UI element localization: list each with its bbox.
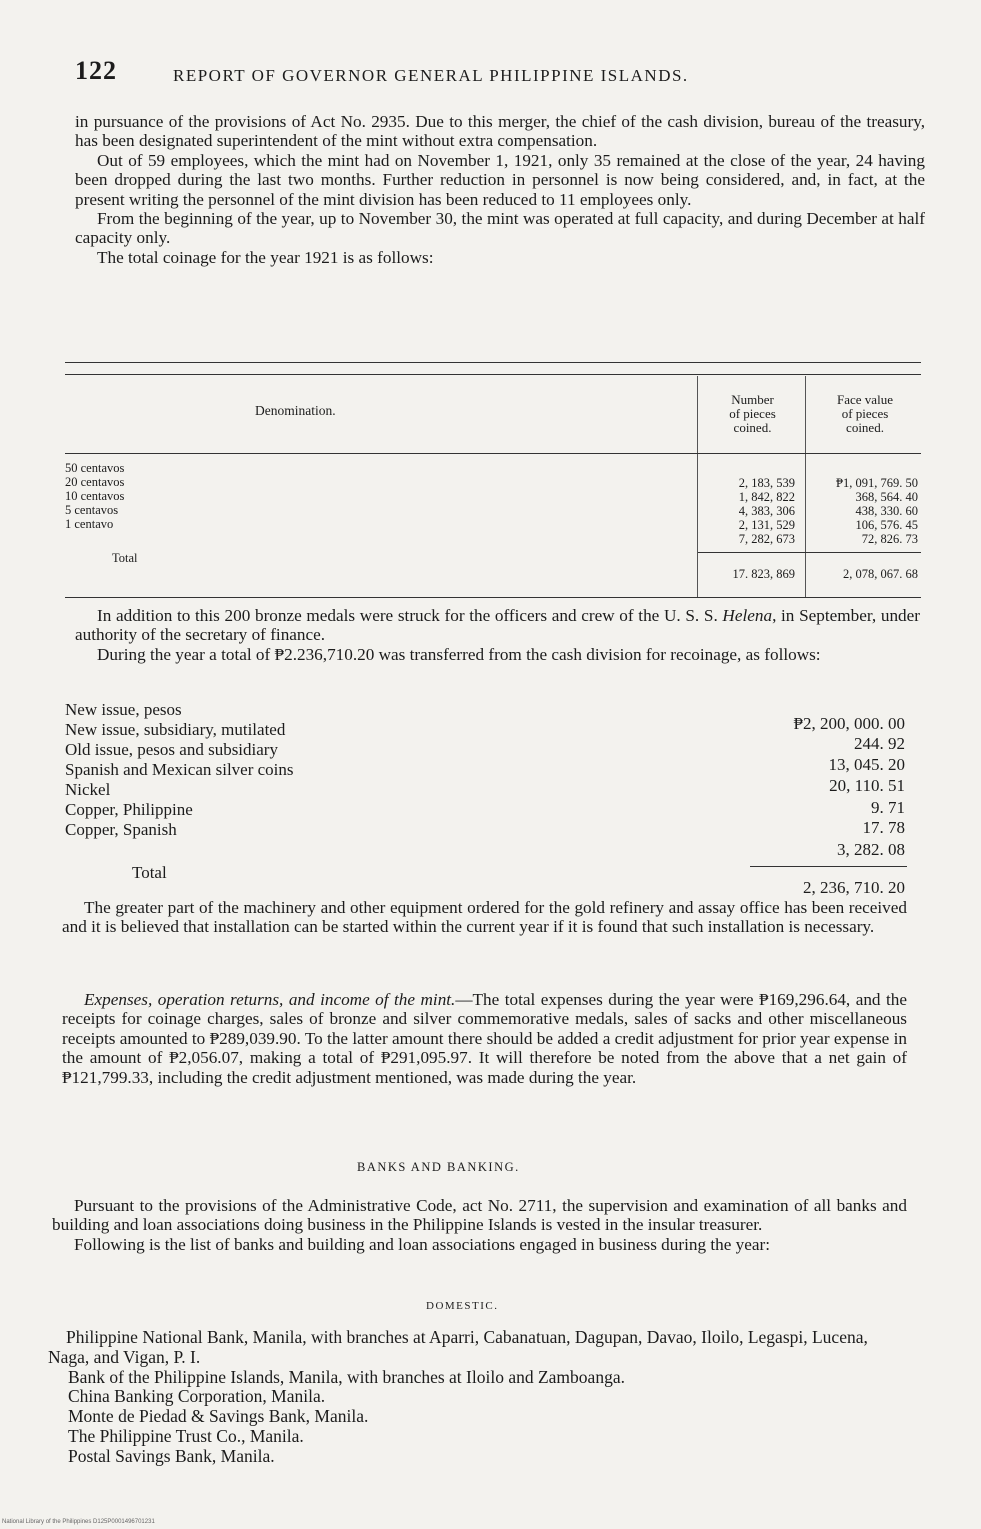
recoinage-amount: 3, 282. 08 (837, 840, 905, 859)
banks-heading: BANKS AND BANKING. (357, 1160, 520, 1174)
recoinage-label: Copper, Philippine (65, 800, 193, 819)
table-total-label: Total (112, 551, 138, 565)
expenses-heading: Expenses, operation returns, and income of the mint. (84, 990, 456, 1009)
machinery-text (62, 898, 907, 937)
recoinage-amount: 20, 110. 51 (829, 776, 905, 795)
medals-text-after: , in September, under authority of the secretary of finance. (75, 606, 920, 645)
list-item: The Philippine Trust Co., Manila. (68, 1425, 304, 1446)
recoinage-amount: 13, 045. 20 (828, 755, 905, 774)
table-top-rule (65, 362, 921, 363)
table-cell-face: ₱1, 091, 769. 50 (836, 476, 918, 490)
recoinage-label: Copper, Spanish (65, 820, 177, 839)
expenses-paragraph (62, 990, 907, 1087)
recoinage-amount: 17. 78 (862, 818, 905, 837)
domestic-heading: DOMESTIC. (426, 1300, 499, 1312)
recoinage-label: Spanish and Mexican silver coins (65, 760, 294, 779)
total-rule (698, 552, 921, 553)
header-face-line-1: Face value (837, 392, 893, 407)
table-cell-face: 106, 576. 45 (855, 518, 918, 532)
header-number-line-1: Number (731, 392, 774, 407)
banks-text (52, 1196, 907, 1254)
recoinage-label: New issue, subsidiary, mutilated (65, 720, 286, 739)
table-total-number: 17. 823, 869 (732, 567, 795, 581)
expenses-body: —The total expenses during the year were ₱169,296.64, and the receipts for coinage charges, sales of bronze and silver commemorative medals, sales of sacks and other miscellaneous receipts amounted to ₱289,039.90. To the latter amount there should be added a credit adjustment for prior year expense in the amount of ₱2,056.07, making a total of ₱291,095.97. It will therefore be noted from the above that a net gain of ₱121,799.33, including the credit adjustment mentioned, was made during the year. (62, 990, 907, 1087)
medals-paragraph (75, 606, 920, 645)
domestic-bank-list (48, 1328, 908, 1467)
table-cell-number: 4, 383, 306 (738, 504, 795, 518)
header-number (705, 393, 800, 435)
list-item: Philippine National Bank, Manila, with branches at Aparri, Cabanatuan, Dagupan, Davao, Iloilo, Legaspi, Lucena, Naga, and Vigan, P. I. (48, 1327, 868, 1367)
ship-name: Helena (722, 606, 773, 625)
scan-footer: National Library of the Philippines D125P0001496701231 (2, 1519, 155, 1525)
table-cell-number: 2, 131, 529 (738, 518, 795, 532)
intro-paragraph-3: From the beginning of the year, up to November 30, the mint was operated at full capacity, and during December at half capacity only. (75, 209, 925, 248)
table-cell-number: 2, 183, 539 (738, 476, 795, 490)
table-cell-face: 438, 330. 60 (855, 504, 918, 518)
banks-paragraph-1: Pursuant to the provisions of the Administrative Code, act No. 2711, the supervision and examination of all banks and building and loan associations doing business in the Philippine Islands is vested in the insular treasurer. (52, 1196, 907, 1235)
table-cell-face: 72, 826. 73 (861, 532, 918, 546)
recoinage-total-rule (750, 866, 907, 867)
table-cell-face: 368, 564. 40 (855, 490, 918, 504)
intro-paragraph-2: Out of 59 employees, which the mint had on November 1, 1921, only 35 remained at the close of the year, 24 having been dropped during the last two months. Further reduction in personnel is now being considered, and, in fact, at the present writing the personnel of the mint division has been reduced to 11 employees only. (75, 150, 925, 209)
recoinage-amount: ₱2, 200, 000. 00 (793, 714, 905, 733)
header-face-value (810, 393, 920, 435)
header-number-line-2: of pieces (729, 406, 776, 421)
column-divider-1 (697, 376, 698, 598)
list-item: Monte de Piedad & Savings Bank, Manila. (68, 1406, 369, 1427)
transfer-paragraph: During the year a total of ₱2.236,710.20 was transferred from the cash division for recoinage, as follows: (97, 644, 821, 664)
table-row-label: 1 centavo (65, 517, 114, 531)
expenses-text (62, 990, 907, 1087)
page-number: 122 (75, 56, 117, 85)
table-top-rule-2 (65, 374, 921, 375)
recoinage-amount: 244. 92 (854, 734, 905, 753)
recoinage-label: Old issue, pesos and subsidiary (65, 740, 278, 759)
running-title: REPORT OF GOVERNOR GENERAL PHILIPPINE ISLANDS. (173, 66, 689, 85)
table-bottom-rule (65, 597, 921, 598)
machinery-paragraph: The greater part of the machinery and other equipment ordered for the gold refinery and assay office has been received and it is believed that installation can be started within the current year if it is found that such installation is necessary. (62, 898, 907, 937)
table-row-label: 20 centavos (65, 475, 125, 489)
table-total-face: 2, 078, 067. 68 (843, 567, 918, 581)
medals-text-before: In addition to this 200 bronze medals were struck for the officers and crew of the U. S. S. (97, 606, 723, 625)
intro-text (75, 112, 925, 267)
recoinage-total-amount: 2, 236, 710. 20 (803, 878, 905, 897)
banks-paragraph-2: Following is the list of banks and building and loan associations engaged in business during the year: (74, 1234, 770, 1254)
table-cell-number: 1, 842, 822 (738, 490, 795, 504)
table-row-label: 50 centavos (65, 461, 125, 475)
header-bottom-rule (65, 453, 921, 454)
recoinage-amount: 9. 71 (871, 798, 905, 817)
header-denomination: Denomination. (255, 403, 336, 418)
header-number-line-3: coined. (733, 420, 772, 435)
list-item: Postal Savings Bank, Manila. (68, 1445, 275, 1466)
recoinage-label: Nickel (65, 780, 111, 799)
recoinage-label: New issue, pesos (65, 700, 182, 719)
intro-paragraph-4: The total coinage for the year 1921 is as follows: (97, 247, 434, 267)
header-face-line-2: of pieces (841, 406, 889, 421)
page-header (75, 56, 855, 96)
header-face-line-3: coined. (846, 420, 884, 435)
recoinage-total-label: Total (132, 863, 167, 882)
list-item: China Banking Corporation, Manila. (68, 1386, 326, 1407)
table-cell-number: 7, 282, 673 (738, 532, 795, 546)
list-item: Bank of the Philippine Islands, Manila, with branches at Iloilo and Zamboanga. (68, 1366, 625, 1387)
medals-text (75, 606, 920, 664)
table-row-label: 10 centavos (65, 489, 125, 503)
intro-paragraph-1: in pursuance of the provisions of Act No. 2935. Due to this merger, the chief of the cash division, bureau of the treasury, has been designated superintendent of the mint without extra compensation. (75, 112, 925, 151)
table-row-label: 5 centavos (65, 503, 119, 517)
